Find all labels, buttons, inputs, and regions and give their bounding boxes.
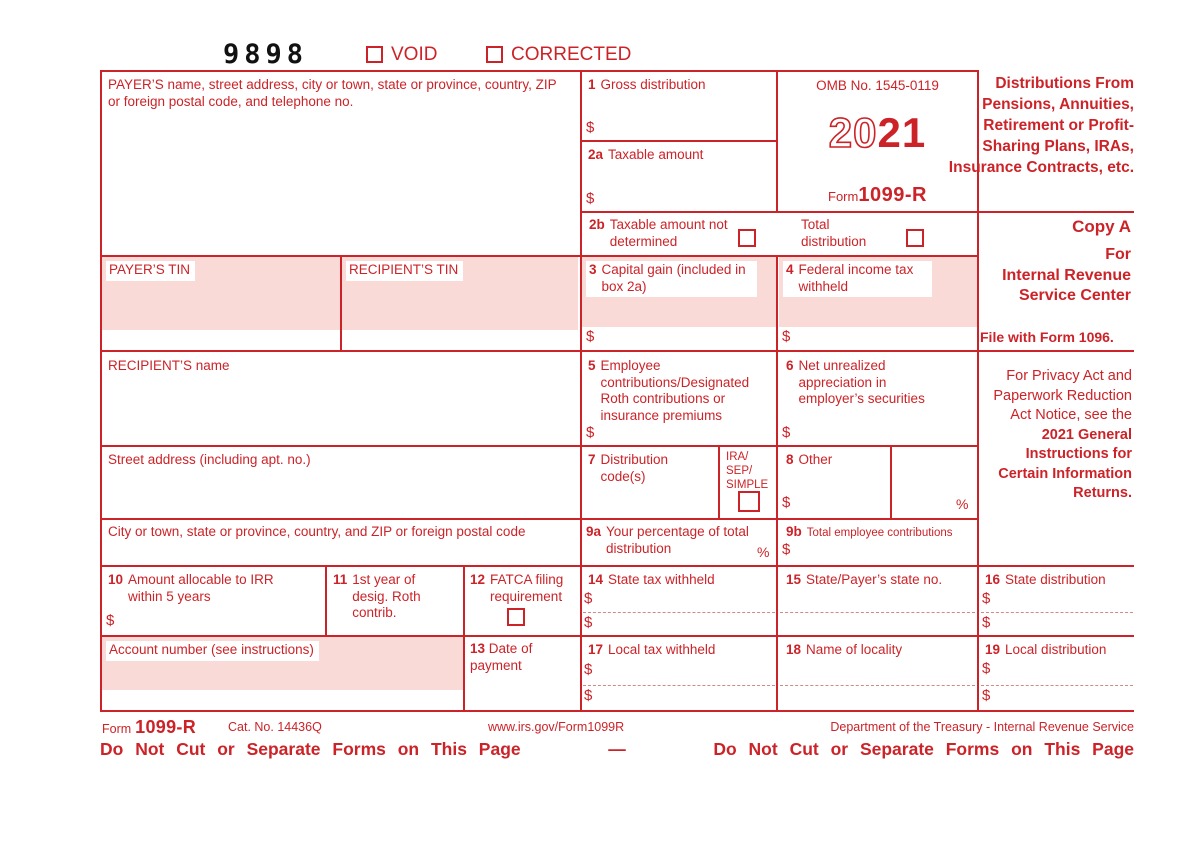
box13-label[interactable]: 13 Date of payment	[470, 641, 533, 673]
account-number-label: Account number (see instructions)	[106, 641, 319, 661]
box7-label[interactable]: 7 Distribution code(s)	[588, 452, 669, 484]
ira-sep-simple-checkbox[interactable]	[738, 491, 760, 512]
tax-year	[780, 109, 975, 156]
box8-percent-sign: %	[956, 496, 969, 512]
box9a-percent-sign: %	[757, 544, 770, 560]
box10-amount-field[interactable]: $	[106, 612, 115, 629]
grid-line	[890, 445, 892, 520]
taxable-not-determined-checkbox[interactable]	[738, 229, 756, 247]
file-note: File with Form 1096.	[980, 329, 1114, 345]
copy-a-title: Copy A	[1072, 217, 1131, 236]
void-checkbox[interactable]	[366, 46, 383, 63]
box17-amount1-field[interactable]: $	[584, 661, 593, 678]
ira-sep-simple-label: IRA/ SEP/ SIMPLE	[726, 451, 769, 491]
recipient-tin-field[interactable]	[346, 261, 463, 281]
box19-amount2-field[interactable]: $	[982, 687, 991, 704]
box17-label: 17 Local tax withheld	[588, 642, 716, 657]
box16-label: 16 State distribution	[985, 572, 1106, 587]
grid-line	[718, 445, 720, 520]
print-code: 9898	[223, 39, 309, 70]
form-number-box: Form1099-R	[828, 184, 927, 206]
grid-line	[776, 255, 778, 712]
tax-year-bold: 21	[877, 109, 927, 156]
box9a-label[interactable]: 9a Your percentage of total distribution	[586, 524, 749, 556]
box2a-amount-field[interactable]: $	[586, 190, 595, 207]
fatca-checkbox[interactable]	[507, 608, 525, 626]
box9b-label[interactable]: 9b Total employee contributions	[786, 524, 953, 539]
recipient-tin-label: RECIPIENT’S TIN	[346, 261, 463, 281]
department-line: Department of the Treasury - Internal Revenue Service	[830, 720, 1134, 734]
box2b-label-b: Total distribution	[801, 217, 867, 249]
total-distribution-checkbox[interactable]	[906, 229, 924, 247]
divider-dashed	[780, 685, 975, 686]
box6-label: 6 Net unrealized appreciation in employer’s securities	[786, 358, 925, 406]
grid-line	[580, 70, 582, 712]
grid-line	[340, 255, 342, 352]
box2b-number: 2b	[589, 217, 605, 232]
grid-line	[100, 518, 979, 520]
cut-notice: Do Not Cut or Separate Forms on This Page — Do Not Cut or Separate Forms on This Page	[100, 739, 1134, 759]
grid-line	[580, 211, 1134, 213]
box12-label: 12 FATCA filing requirement	[470, 572, 564, 604]
box8-amount-field[interactable]: $	[782, 494, 791, 511]
divider-dashed	[583, 612, 775, 613]
grid-line	[325, 565, 327, 637]
box19-amount1-field[interactable]: $	[982, 660, 991, 677]
box5-label: 5 Employee contributions/Designated Roth contributions or insurance premiums	[588, 358, 750, 423]
box1-amount-field[interactable]: $	[586, 119, 595, 136]
box2b-label-a: 2b Taxable amount not determined	[589, 217, 728, 249]
box9b-amount-field[interactable]: $	[782, 541, 791, 558]
box19-label: 19 Local distribution	[985, 642, 1107, 657]
grid-line	[580, 140, 777, 142]
box1-label: 1 Gross distribution	[588, 77, 706, 92]
box16-amount1-field[interactable]: $	[982, 590, 991, 607]
box18-label[interactable]: 18 Name of locality	[786, 642, 903, 657]
corrected-label: CORRECTED	[511, 44, 632, 65]
grid-line	[100, 70, 102, 712]
box15-label[interactable]: 15 State/Payer’s state no.	[786, 572, 943, 587]
privacy-notice: For Privacy Act and Paperwork Reduction Act Notice, see the 2021 General Instructions for Certain Information Returns.	[993, 368, 1132, 501]
box16-amount2-field[interactable]: $	[982, 614, 991, 631]
payer-tin-field[interactable]	[106, 261, 195, 281]
copy-a-recipient: For Internal Revenue Service Center	[1002, 246, 1131, 304]
recipient-name-field[interactable]: RECIPIENT’S name	[108, 358, 230, 373]
box4-label: 4 Federal income tax withheld	[783, 261, 932, 297]
box2a-label: 2a Taxable amount	[588, 147, 704, 162]
box2a-number: 2a	[588, 147, 604, 162]
box3-label: 3 Capital gain (included in box 2a)	[586, 261, 757, 297]
box4-amount-field[interactable]: $	[782, 328, 791, 345]
street-address-field[interactable]: Street address (including apt. no.)	[108, 452, 311, 467]
divider-dashed	[583, 685, 775, 686]
box6-amount-field[interactable]: $	[782, 424, 791, 441]
divider-dashed	[981, 612, 1133, 613]
corrected-checkbox[interactable]	[486, 46, 503, 63]
box14-amount1-field[interactable]: $	[584, 590, 593, 607]
account-number-field[interactable]	[106, 641, 319, 661]
box8-label: 8 Other	[786, 452, 833, 467]
footer-form-number: Form 1099-R	[102, 717, 197, 737]
tax-year-outline: 20	[828, 109, 878, 156]
grid-line	[100, 70, 979, 72]
box3-field[interactable]	[586, 261, 757, 297]
catalog-number: Cat. No. 14436Q	[228, 720, 322, 734]
void-label: VOID	[391, 44, 438, 65]
divider-dashed	[981, 685, 1133, 686]
box14-label: 14 State tax withheld	[588, 572, 715, 587]
grid-line	[463, 565, 465, 712]
payer-info-field[interactable]: PAYER’S name, street address, city or town, state or province, country, ZIP or foreign postal code, and telephone no.	[108, 77, 557, 109]
grid-line	[100, 445, 979, 447]
box1-number: 1	[588, 77, 596, 92]
payer-tin-label: PAYER’S TIN	[106, 261, 195, 281]
box11-label[interactable]: 11 1st year of desig. Roth contrib.	[333, 572, 421, 620]
box5-amount-field[interactable]: $	[586, 424, 595, 441]
box17-amount2-field[interactable]: $	[584, 687, 593, 704]
divider-dashed	[780, 612, 975, 613]
omb-number: OMB No. 1545-0119	[816, 78, 939, 93]
grid-line	[776, 70, 778, 213]
box14-amount2-field[interactable]: $	[584, 614, 593, 631]
box4-field[interactable]	[783, 261, 932, 297]
form-title: Distributions From Pensions, Annuities, Retirement or Profit-Sharing Plans, IRAs, Insurance Contracts, etc.	[948, 75, 1134, 176]
box3-amount-field[interactable]: $	[586, 328, 595, 345]
city-field[interactable]: City or town, state or province, country, and ZIP or foreign postal code	[108, 524, 526, 539]
box10-label: 10 Amount allocable to IRR within 5 years	[108, 572, 274, 604]
grid-line	[100, 255, 979, 257]
irs-website-link[interactable]: www.irs.gov/Form1099R	[488, 720, 625, 734]
